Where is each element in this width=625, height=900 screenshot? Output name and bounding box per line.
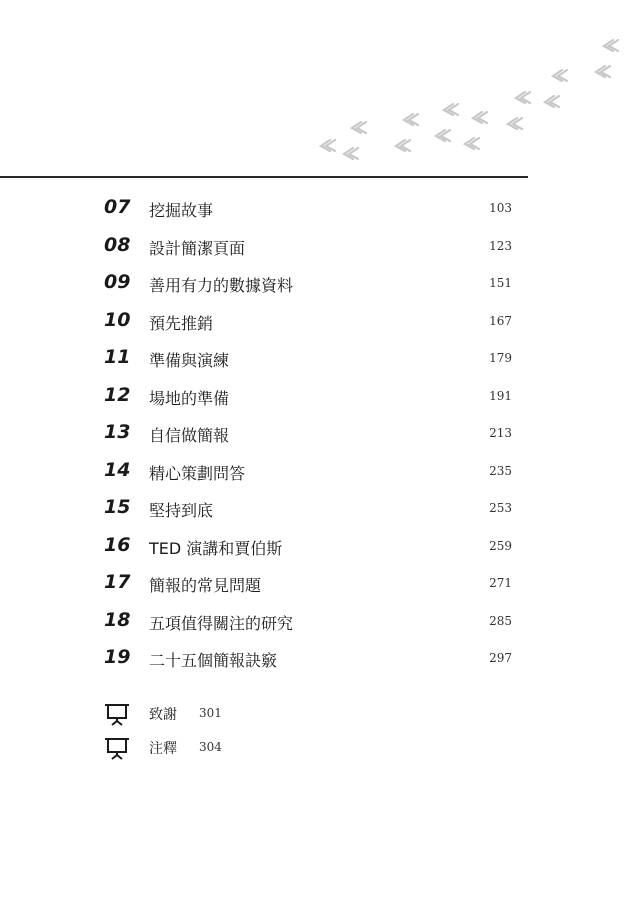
chapter-number: 18 — [104, 608, 131, 631]
arrow-mark — [604, 40, 618, 51]
chapter-number: 09 — [104, 271, 131, 293]
chapter-page: 103 — [489, 201, 512, 215]
arrow-trail-icon — [0, 0, 625, 180]
chapter-page: 151 — [489, 276, 512, 290]
presentation-board-icon — [104, 702, 130, 726]
presentation-board-icon — [104, 736, 130, 760]
toc-entry-10[interactable] — [0, 305, 625, 341]
arrow-mark — [553, 70, 567, 81]
chapter-title: 預先推銷 — [149, 313, 214, 333]
extra-title: 注釋 — [149, 741, 177, 757]
chapter-title: 精心策劃問答 — [149, 463, 246, 483]
chapter-number: 13 — [104, 421, 131, 443]
toc-entry-14[interactable] — [0, 455, 625, 491]
chapter-title: 簡報的常見問題 — [149, 576, 262, 595]
toc-entry-08[interactable] — [0, 230, 625, 266]
chapter-number: 16 — [104, 533, 131, 556]
chapter-title: TED 演講和賈伯斯 — [149, 538, 283, 558]
chapter-page: 235 — [489, 463, 512, 478]
toc-entry-acknowledgements[interactable] — [0, 700, 625, 730]
arrow-mark — [465, 138, 479, 149]
toc-entry-19[interactable] — [0, 642, 625, 678]
chapter-title: 五項值得關注的研究 — [149, 613, 294, 633]
chapter-page: 285 — [489, 613, 512, 628]
arrow-mark — [344, 148, 358, 159]
chapter-title: 場地的準備 — [149, 388, 230, 408]
chapter-number: 19 — [104, 646, 131, 668]
chapter-page: 259 — [489, 538, 512, 553]
toc-entry-13[interactable] — [0, 417, 625, 453]
chapter-title: 設計簡潔頁面 — [149, 238, 246, 258]
chapter-number: 14 — [104, 458, 131, 481]
arrow-mark — [404, 114, 418, 125]
chapter-number: 08 — [104, 233, 131, 256]
chapter-number: 07 — [104, 196, 131, 218]
header-divider — [0, 176, 528, 178]
chapter-page: 179 — [489, 351, 512, 365]
arrow-mark — [516, 92, 530, 103]
extra-page: 304 — [199, 740, 222, 754]
toc-entry-16[interactable] — [0, 530, 625, 566]
toc-entry-18[interactable] — [0, 605, 625, 641]
arrow-mark — [508, 118, 522, 129]
toc-entry-15[interactable] — [0, 492, 625, 528]
toc-entry-12[interactable] — [0, 380, 625, 416]
toc-entry-17[interactable] — [0, 567, 625, 603]
toc-entry-07[interactable] — [0, 192, 625, 228]
toc-entry-09[interactable] — [0, 267, 625, 303]
chapter-page: 167 — [489, 313, 512, 328]
chapter-number: 10 — [104, 308, 131, 331]
chapter-page: 271 — [489, 576, 512, 590]
chapter-page: 213 — [489, 426, 512, 440]
extra-title: 致謝 — [149, 707, 177, 723]
chapter-number: 12 — [104, 383, 131, 406]
toc-entry-11[interactable] — [0, 342, 625, 378]
extra-page: 301 — [199, 706, 222, 720]
chapter-title: 二十五個簡報訣竅 — [149, 651, 278, 670]
arrow-mark — [473, 112, 487, 123]
chapter-number: 15 — [104, 496, 131, 518]
arrow-mark — [396, 140, 410, 151]
chapter-title: 挖掘故事 — [149, 201, 214, 220]
arrow-mark — [596, 66, 610, 77]
chapter-page: 191 — [489, 388, 512, 403]
arrow-mark — [545, 96, 559, 107]
arrow-mark — [321, 140, 335, 151]
chapter-title: 準備與演練 — [149, 351, 230, 370]
arrow-mark — [352, 122, 366, 133]
chapter-number: 17 — [104, 571, 131, 593]
chapter-title: 堅持到底 — [149, 501, 214, 520]
chapter-page: 253 — [489, 501, 512, 515]
toc-entry-notes[interactable] — [0, 734, 625, 764]
chapter-number: 11 — [104, 346, 131, 368]
arrow-mark — [436, 130, 450, 141]
chapter-title: 自信做簡報 — [149, 426, 230, 445]
chapter-title: 善用有力的數據資料 — [149, 276, 294, 295]
chapter-page: 297 — [489, 651, 512, 665]
chapter-page: 123 — [489, 238, 512, 253]
arrow-mark — [444, 104, 458, 115]
